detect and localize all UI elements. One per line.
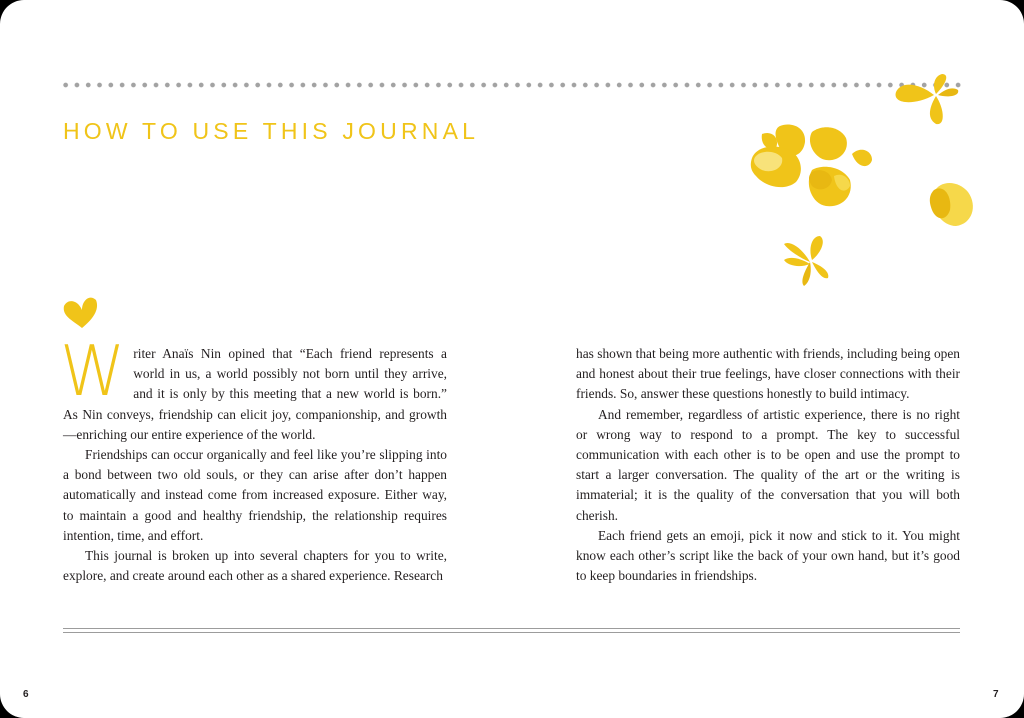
petal-small-flower xyxy=(784,236,828,286)
paragraph-friendships: Friendships can occur organically and feel like you’re slipping into a bond between two old souls, or they can arise after don’t happen automatically and instead come from increased exposure. Either way, to maintain a good and healthy friendship, the relationship requires intention, time, and effort. xyxy=(63,447,447,543)
footer-rule-top xyxy=(63,628,960,629)
dropcap: W xyxy=(60,331,126,412)
paragraph-remember: And remember, regardless of artistic experience, there is no right or wrong way to respond to a prompt. The key to successful communication with each other is to be open and use the prompt to start a larger conversation. The quality of the art or the writing is immaterial; it is the quality of the conversation that you will both cherish. xyxy=(576,406,960,523)
paragraph-journal: This journal is broken up into several chapters for you to write, explore, and create around each other as a shared experience. Research xyxy=(63,548,447,584)
paragraph-research: has shown that being more authentic with friends, including being open and honest about their true feelings, have closer connections with their friends. So, answer these questions honestly to build intimacy. xyxy=(576,346,960,402)
right-column xyxy=(576,344,960,586)
paragraph-intro-text: riter Anaïs Nin opined that “Each friend represents a world in us, a world possibly not born until they arrive, and it is only by this meeting that a new world is born.” As Nin conveys, friendship can elicit joy, companionship, and growth—enriching our entire experience of the world. xyxy=(63,346,447,442)
petal-round-right xyxy=(930,183,973,226)
paragraph-intro xyxy=(60,331,447,445)
footer-rule-bottom xyxy=(63,632,960,633)
dotted-rule xyxy=(60,82,965,88)
page-number-left: 6 xyxy=(23,689,29,700)
petal-cluster-center xyxy=(751,125,872,207)
paragraph-emoji: Each friend gets an emoji, pick it now and stick to it. You might know each other’s script like the back of your own hand, but it’s good to keep boundaries in friendships. xyxy=(576,527,960,584)
page-title: HOW TO USE THIS JOURNAL xyxy=(63,118,480,144)
page-number-right: 7 xyxy=(993,689,999,700)
left-column xyxy=(60,331,447,586)
